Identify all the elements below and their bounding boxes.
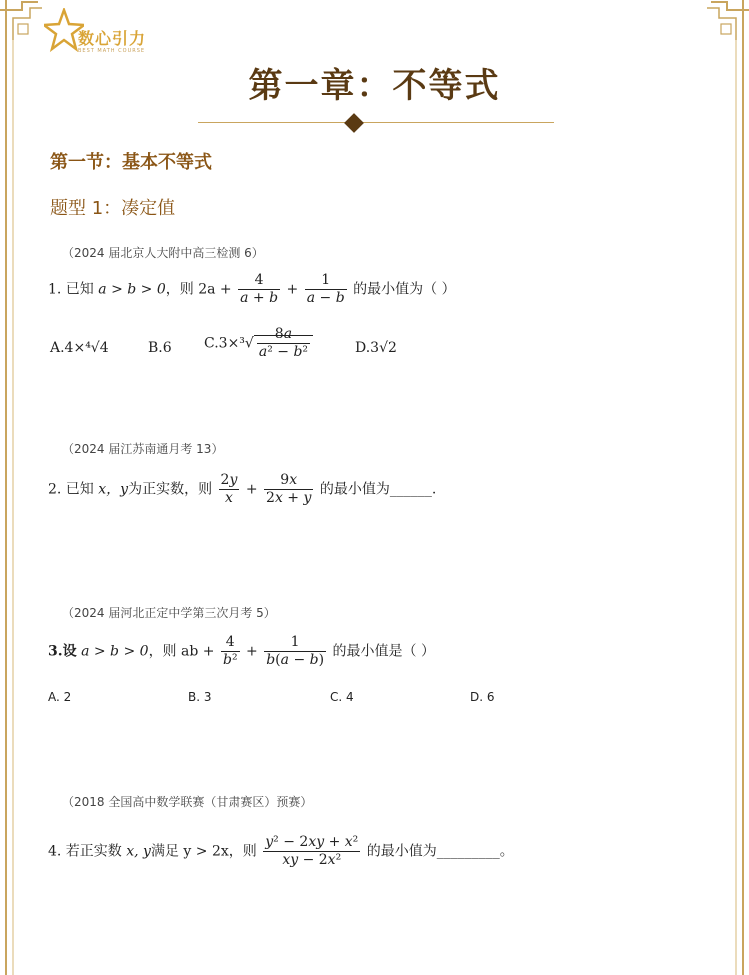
problem-4-source: （2018 全国高中数学联赛（甘肃赛区）预赛） [62,795,313,809]
type-title: 题型 1：凑定值 [50,198,176,219]
problem-4-stem: 4. 若正实数 x, y满足 y > 2x，则 $\frac{\text{y² − 2xy + x²}}{\text{xy − 2x²}}$ 的最小值为_________。 [48,834,514,868]
logo-subtext: BEST MATH COURSE [78,48,146,54]
problem-3-option-b[interactable]: B. 3 [188,690,212,704]
problem-1-option-d[interactable]: D.3√2 [355,340,397,356]
section-title: 第一节：基本不等式 [50,152,212,173]
problem-1-option-c[interactable]: C.3×³√ $\frac{8a}{\text{a² − b²}}$ [204,326,313,361]
problem-2-source: （2024 届江苏南通月考 13） [62,442,224,456]
left-border-ornament [0,0,44,975]
title-divider [198,122,554,123]
problem-3-option-c[interactable]: C. 4 [330,690,354,704]
right-border-ornament [705,0,749,975]
divider-diamond [344,113,364,133]
problem-1-option-b[interactable]: B.6 [148,340,172,356]
problem-1-stem: 1. 已知 a > b > 0，则 2a + $\frac{4}{a + b}$ + $\frac{1}{a - b}$ 的最小值为（ ） [48,272,456,306]
problem-3-source: （2024 届河北正定中学第三次月考 5） [62,606,276,620]
logo-text: 数心引力 [78,29,147,48]
chapter-title: 第一章：不等式 [248,66,501,106]
problem-3-stem: 3.设 a > b > 0，则 ab + $\frac{4}{\text{b²}}$ + $\frac{1}{b(a - b)}$ 的最小值是（ ） [48,634,435,668]
problem-3-option-a[interactable]: A. 2 [48,690,72,704]
problem-3-option-d[interactable]: D. 6 [470,690,495,704]
problem-1-option-a[interactable]: A.4×⁴√4 [50,340,109,356]
problem-2-stem: 2. 已知 x，y为正实数，则 $\frac{2y}{x}$ + $\frac{9x}{2x + y}$ 的最小值为______. [48,472,437,506]
brand-logo [44,6,164,58]
problem-1-source: （2024 届北京人大附中高三检测 6） [62,246,264,260]
